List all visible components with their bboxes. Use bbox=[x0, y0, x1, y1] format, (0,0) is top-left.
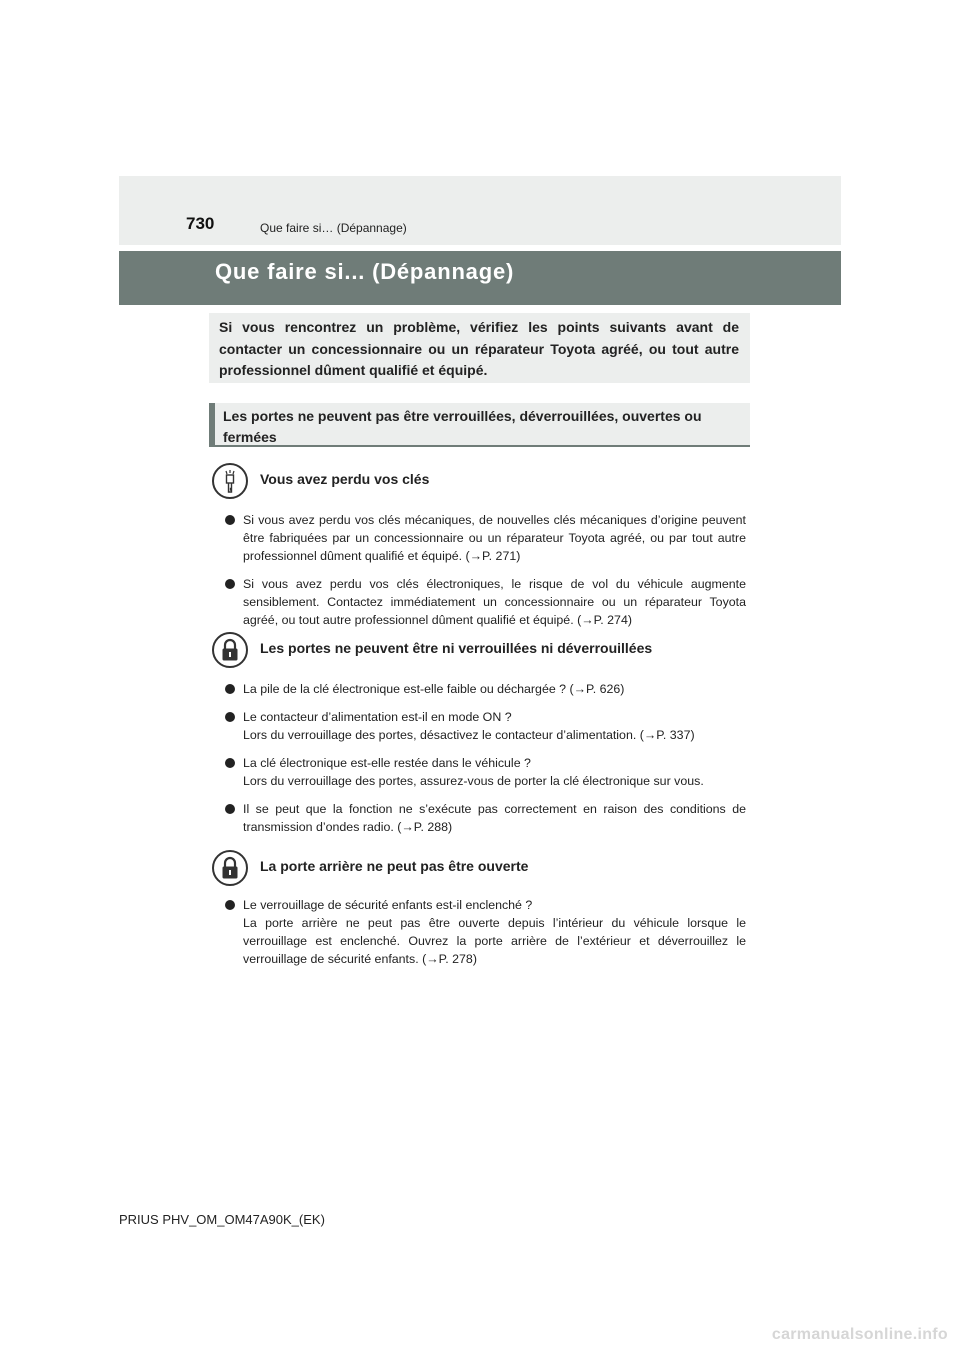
bullet-list-rear-door bbox=[225, 896, 746, 978]
bullet-list-lost-keys bbox=[225, 511, 746, 639]
watermark: carmanualsonline.info bbox=[771, 1326, 948, 1343]
bullet-list-lock-unlock bbox=[225, 680, 746, 846]
subsection-title: Les portes ne peuvent être ni verrouillées ni déverrouillées bbox=[260, 640, 653, 656]
list-item: Si vous avez perdu vos clés électroniques, le risque de vol du véhicule augmente sensiblement. Contactez immédiatement un concessionnaire ou un réparateur Toyota agréé, ou tout autre professionnel dûment qualifié et équipé. (→P. 274) bbox=[225, 575, 746, 629]
document-code: PRIUS PHV_OM_OM47A90K_(EK) bbox=[119, 1212, 325, 1227]
intro-box bbox=[209, 313, 750, 383]
list-item: Il se peut que la fonction ne s’exécute pas correctement en raison des conditions de transmission d’ondes radio. (→P. 288) bbox=[225, 800, 746, 836]
key-icon bbox=[212, 463, 248, 499]
list-item: La clé électronique est-elle restée dans le véhicule ? Lors du verrouillage des portes, assurez-vous de porter la clé électronique sur vous. bbox=[225, 754, 746, 790]
page-number: 730 bbox=[186, 214, 215, 233]
list-item: La pile de la clé électronique est-elle faible ou déchargée ? (→P. 626) bbox=[225, 680, 746, 698]
page-title: Que faire si... (Dépannage) bbox=[215, 259, 515, 284]
lock-icon bbox=[212, 632, 248, 668]
intro-text: Si vous rencontrez un problème, vérifiez les points suivants avant de contacter un concessionnaire ou un réparateur Toyota agréé, ou tout autre professionnel dûment qualifié et équipé. bbox=[219, 319, 739, 378]
running-title: Que faire si… (Dépannage) bbox=[260, 221, 407, 235]
section-heading-accent bbox=[209, 403, 215, 447]
section-heading bbox=[209, 403, 750, 447]
title-bar bbox=[119, 251, 841, 305]
lock-icon bbox=[212, 850, 248, 886]
subsection-title: La porte arrière ne peut pas être ouverte bbox=[260, 858, 529, 874]
list-item: Le verrouillage de sécurité enfants est-il enclenché ? La porte arrière ne peut pas être ouverte depuis l’intérieur du véhicule lorsque le verrouillage est enclenché. Ouvrez la porte arrière de l’extérieur et déverrouillez le verrouillage de sécurité enfants. (→P. 278) bbox=[225, 896, 746, 968]
list-item: Si vous avez perdu vos clés mécaniques, de nouvelles clés mécaniques d’origine peuvent être fabriquées par un concessionnaire ou un réparateur Toyota agréé, ou par tout autre professionnel dûment qualifié et équipé. (→P. 271) bbox=[225, 511, 746, 565]
section-heading-text: Les portes ne peuvent pas être verrouillées, déverrouillées, ouvertes ou fermées bbox=[223, 408, 702, 445]
list-item: Le contacteur d’alimentation est-il en mode ON ? Lors du verrouillage des portes, désactivez le contacteur d’alimentation. (→P. 337) bbox=[225, 708, 746, 744]
subsection-title: Vous avez perdu vos clés bbox=[260, 471, 430, 487]
header-band bbox=[119, 176, 841, 245]
